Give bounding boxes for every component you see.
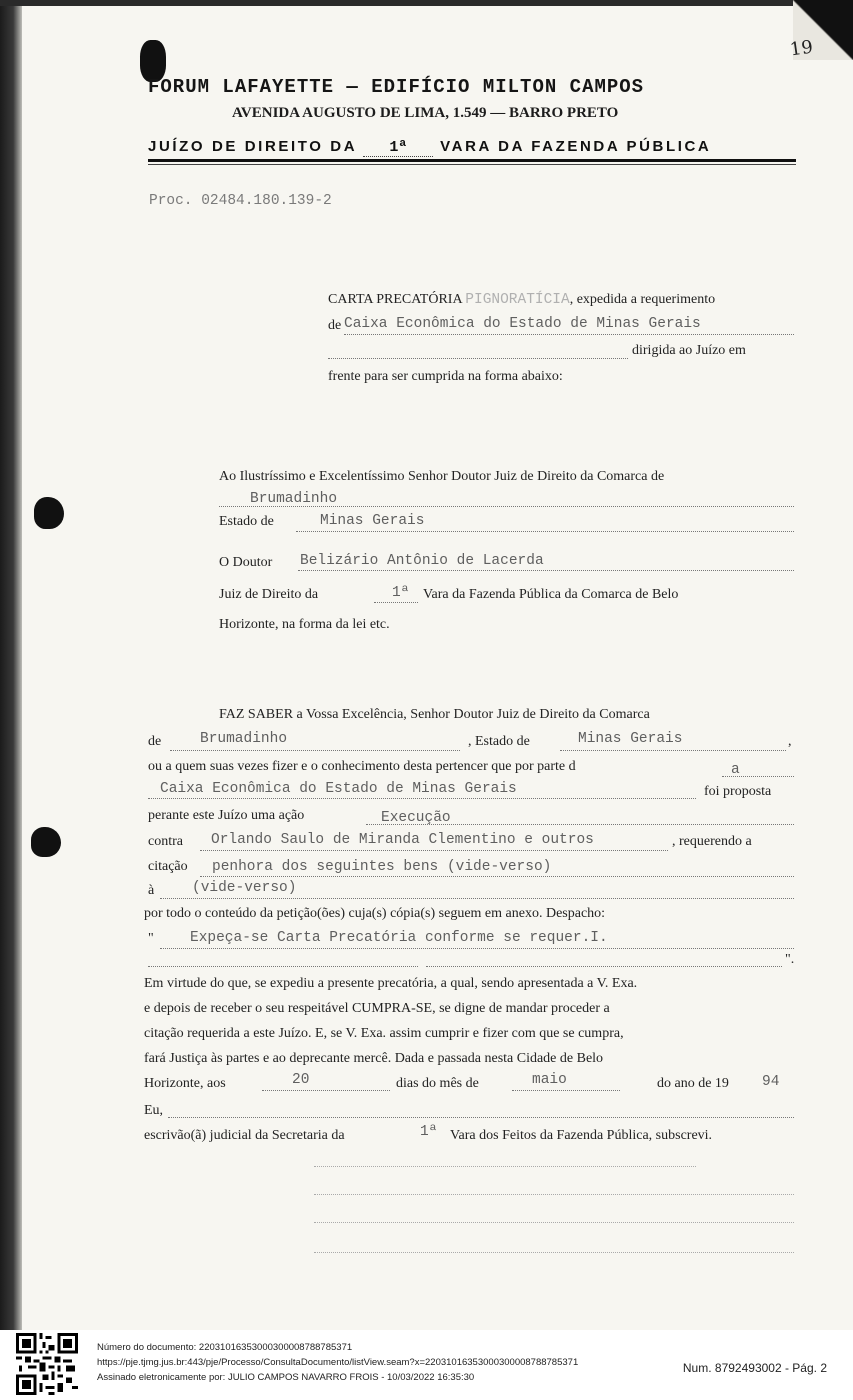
body-penhora: penhora dos seguintes bens (vide-verso) (212, 859, 552, 875)
page-number-handwritten: 19 (788, 36, 815, 61)
address-comarca: Brumadinho (250, 491, 338, 507)
dotted-line (426, 966, 782, 967)
body-p2-line-2: e depois de receber o seu respeitável CUMPRA-SE, se digne de mandar proceder a (144, 1001, 610, 1016)
dotted-line (560, 750, 786, 751)
body-acao: Execução (381, 810, 451, 826)
footer-page-number: Num. 8792493002 - Pág. 2 (682, 1361, 827, 1375)
date-day: 20 (292, 1072, 310, 1088)
body-quote-open: " (148, 931, 154, 946)
carta-requerente: Caixa Econômica do Estado de Minas Gerais (344, 316, 701, 332)
carta-line-1 (328, 292, 715, 308)
body-despacho: Expeça-se Carta Precatória conforme se requer.I. (190, 930, 608, 946)
header-court (148, 138, 798, 157)
address-juiz-a: Juiz de Direito da (219, 587, 319, 602)
address-estado-label: Estado de (219, 514, 274, 529)
dotted-line (298, 570, 794, 571)
dotted-line (160, 948, 794, 949)
dotted-line (168, 1117, 794, 1118)
body-contra: Orlando Saulo de Miranda Clementino e outros (211, 832, 594, 848)
body-de: de (148, 734, 162, 749)
body-proposta: foi proposta (704, 784, 772, 799)
address-doutor: Belizário Antônio de Lacerda (300, 553, 544, 569)
body-acao-label: perante este Juízo uma ação (148, 808, 305, 823)
body-quote-close: ". (785, 952, 795, 967)
body-p2-line-5-a: Horizonte, aos (144, 1076, 226, 1091)
body-contra-label: contra (148, 834, 183, 849)
header-court-label: JUÍZO DE DIREITO DA (148, 138, 357, 155)
dotted-line (328, 358, 628, 359)
faz-saber: FAZ SABER a Vossa Excelência, Senhor Doutor Juiz de Direito da Comarca (219, 707, 650, 722)
dotted-line (160, 898, 794, 899)
body-comarca: Brumadinho (200, 731, 288, 747)
header-address: AVENIDA AUGUSTO DE LIMA, 1.549 — BARRO PRETO (232, 105, 619, 121)
dotted-line (314, 1222, 794, 1223)
footer-doc-number: Número do documento: 22031016353000300008788785371 (97, 1342, 353, 1353)
dotted-line (314, 1252, 794, 1253)
footer-info (97, 1340, 578, 1385)
header-forum: FORUM LAFAYETTE — EDIFÍCIO MILTON CAMPOS (148, 76, 645, 98)
dotted-line (344, 334, 794, 335)
carta-de: de (328, 318, 342, 333)
body-estado-label: , Estado de (468, 734, 530, 749)
carta-label: CARTA PRECATÓRIA (328, 292, 462, 307)
dotted-line (262, 1090, 390, 1091)
header-rule (148, 159, 796, 162)
address-line-1: Ao Ilustríssimo e Excelentíssimo Senhor Doutor Juiz de Direito da Comarca de (219, 469, 665, 484)
body-a: à (148, 883, 155, 898)
qr-code-icon (16, 1333, 78, 1395)
dotted-line (148, 966, 418, 967)
address-juiz-c: Horizonte, na forma da lei etc. (219, 617, 390, 632)
body-line-3-fill: a (731, 762, 740, 778)
body-eu: Eu, (144, 1103, 164, 1118)
body-line-3: ou a quem suas vezes fizer e o conhecimento desta pertencer que por parte d (148, 759, 576, 774)
dotted-line (366, 824, 794, 825)
address-juiz-b: Vara da Fazenda Pública da Comarca de Belo (423, 587, 679, 602)
dotted-line (314, 1194, 794, 1195)
dotted-line (512, 1090, 620, 1091)
dotted-line (219, 506, 794, 507)
punch-hole-top (34, 497, 64, 529)
body-p2-line-3: citação requerida a este Juízo. E, se V. Exa. assim cumprir e fizer com que se cumpra, (144, 1026, 624, 1041)
footer-signed: Assinado eletronicamente por: JULIO CAMPOS NAVARRO FROIS - 10/03/2022 16:35:30 (97, 1372, 475, 1383)
body-estado: Minas Gerais (578, 731, 683, 747)
body-escrivao-a: escrivão(ã) judicial da Secretaria da (144, 1128, 345, 1143)
date-month: maio (532, 1072, 567, 1088)
body-escrivao-num: 1ª (420, 1124, 438, 1140)
body-requerendo: , requerendo a (672, 834, 752, 849)
punch-hole-bottom (31, 827, 61, 857)
dotted-line (374, 602, 418, 603)
scan-edge-shadow (0, 0, 22, 1330)
header-court-number: 1ª (363, 139, 433, 157)
body-p2-line-4: fará Justiça às partes e ao deprecante mercê. Dada e passada nesta Cidade de Belo (144, 1051, 604, 1066)
header-court-vara: VARA DA FAZENDA PÚBLICA (440, 138, 712, 155)
body-p2-line-1: Em virtude do que, se expediu a presente precatória, a qual, sendo apresentada a V. Exa. (144, 976, 638, 991)
process-number: Proc. 02484.180.139-2 (149, 193, 332, 209)
dotted-line (200, 876, 794, 877)
carta-frente: frente para ser cumprida na forma abaixo: (328, 369, 563, 384)
carta-expedida: , expedida a requerimento (569, 292, 716, 307)
dotted-line (296, 531, 794, 532)
carta-dirigida: dirigida ao Juízo em (632, 343, 746, 358)
scan-top-edge (0, 0, 853, 6)
dotted-line (314, 1166, 696, 1167)
body-bens: (vide-verso) (192, 880, 297, 896)
body-peticao: por todo o conteúdo da petição(ões) cuja(s) cópia(s) seguem em anexo. Despacho: (144, 906, 606, 921)
dotted-line (170, 750, 460, 751)
body-requerente: Caixa Econômica do Estado de Minas Gerais (160, 781, 517, 797)
address-estado: Minas Gerais (320, 513, 425, 529)
body-p2-line-5-b: dias do mês de (396, 1076, 479, 1091)
body-escrivao-b: Vara dos Feitos da Fazenda Pública, subscrevi. (450, 1128, 713, 1143)
address-juiz-num: 1ª (392, 585, 410, 601)
dotted-line (200, 850, 668, 851)
dotted-line (722, 776, 794, 777)
body-citacao: citação (148, 859, 188, 874)
comma: , (788, 734, 792, 749)
address-doutor-label: O Doutor (219, 555, 273, 570)
footer-url[interactable]: https://pje.tjmg.jus.br:443/pje/Processo/ConsultaDocumento/listView.seam?x=22031016353000300008788785371 (97, 1357, 579, 1368)
body-p2-line-5-c: do ano de 19 (657, 1076, 729, 1091)
header-rule-thin (148, 164, 796, 165)
carta-type: PIGNORATÍCIA (465, 292, 570, 308)
date-year: 94 (762, 1074, 780, 1090)
dotted-line (148, 798, 696, 799)
